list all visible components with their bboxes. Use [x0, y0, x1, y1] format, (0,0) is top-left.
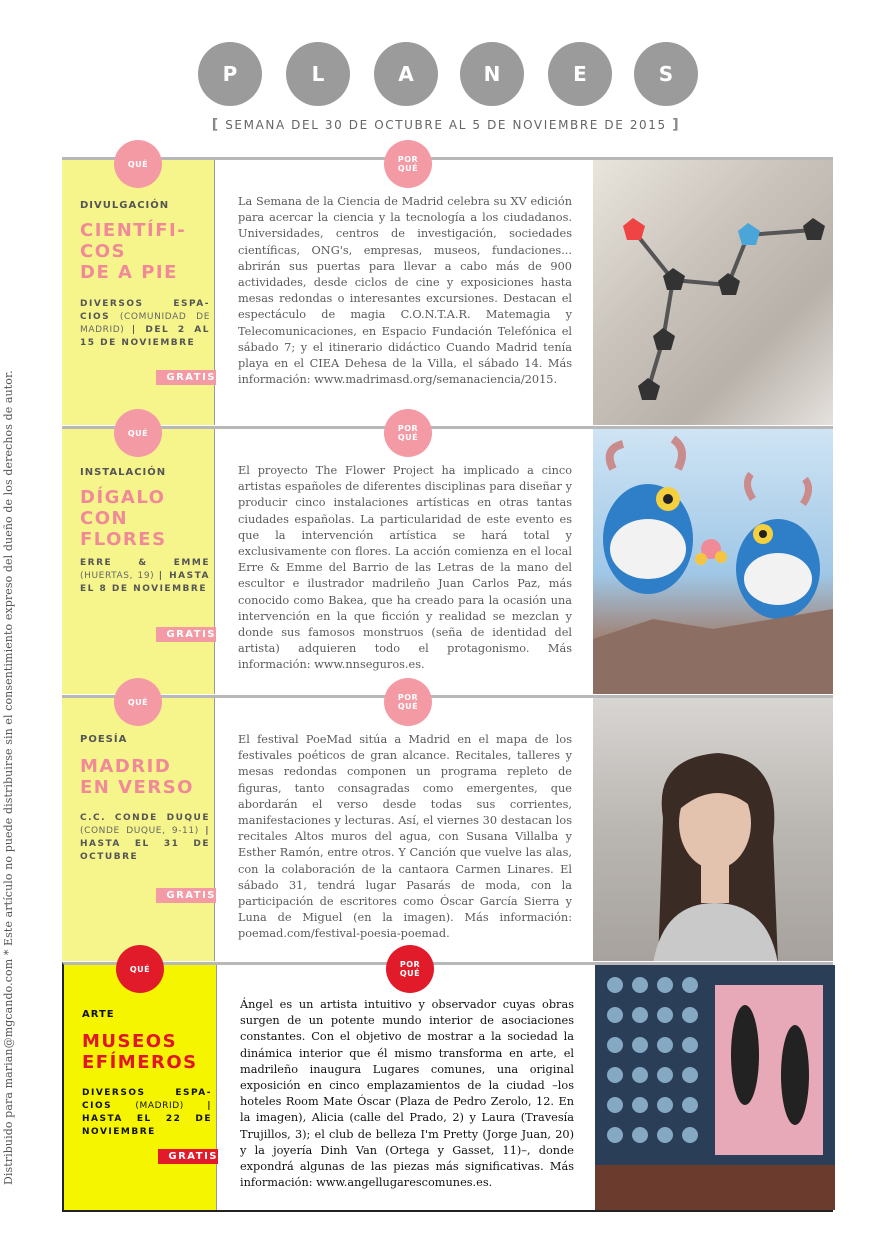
headline-line: EN VERSO — [80, 777, 194, 798]
badge-line: POR — [399, 960, 421, 969]
monsters-illustration — [593, 429, 833, 694]
headline-line: MADRID — [80, 756, 172, 777]
molecule-illustration — [593, 160, 833, 425]
week-text: SEMANA DEL 30 DE OCTUBRE AL 5 DE NOVIEMBRE DE 2015 — [225, 118, 667, 132]
porque-badge — [386, 945, 434, 993]
event-info-panel — [62, 698, 215, 961]
event-image — [595, 965, 835, 1210]
porque-badge — [384, 678, 432, 726]
event-row — [62, 426, 833, 694]
event-category: DIVULGACIÓN — [80, 200, 170, 211]
event-headline — [80, 487, 210, 550]
event-date: | HASTA EL 8 DE NOVIEMBRE — [80, 571, 210, 594]
event-description-panel — [218, 965, 595, 1210]
event-info-panel — [62, 160, 215, 425]
event-headline — [80, 220, 210, 283]
art-installation-photo — [595, 965, 835, 1210]
event-date: | HASTA EL 22 DE NOVIEMBRE — [82, 1101, 212, 1137]
badge-line: QUÉ — [397, 433, 419, 442]
headline-line: CIENTÍFI- — [80, 220, 187, 241]
que-badge: QUÉ — [114, 409, 162, 457]
que-badge: QUÉ — [114, 140, 162, 188]
event-venue: DIVERSOS ESPA-CIOS — [82, 1088, 212, 1111]
event-meta — [82, 1087, 212, 1139]
event-row — [62, 157, 833, 425]
headline-line: DE A PIE — [80, 262, 178, 283]
badge-line: POR — [397, 424, 419, 433]
porque-badge — [384, 409, 432, 457]
event-date: | DEL 2 AL 15 DE NOVIEMBRE — [80, 325, 210, 348]
headline-line: CON — [80, 508, 129, 529]
headline-line: MUSEOS — [82, 1031, 178, 1052]
event-meta — [80, 812, 210, 864]
event-image — [593, 698, 833, 961]
event-description: La Semana de la Ciencia de Madrid celebra su XV edición para acercar la ciencia y la tecnología a los ciudadanos. Universidades, centros de investigación, sociedades científicas, ONG's, empresas, museos, fundaciones... abrirán sus puertas para llevar a cabo más de 900 actividades, desde ciclos de cine y exposiciones hasta mesas redondas o interesantes excursiones. Destacan el espectáculo de magia C.O.N.T.A.R. Matemagia y Telecomunicaciones, en Espacio Fundación Telefónica el sábado 7; y el itinerario didáctico Cuando Madrid tenía playa en el CIEA Dehesa de la Villa, el sábado 14. Más información: www.madrimasd.org/semanaciencia/2015. — [238, 195, 572, 387]
event-venue-detail: (HUERTAS, 19) — [80, 571, 155, 581]
title-letter-s: S — [634, 42, 698, 106]
price-tag: GRATIS — [156, 627, 224, 642]
title-letter-a: A — [374, 42, 438, 106]
page-title — [198, 42, 698, 106]
event-description: El proyecto The Flower Project ha implicado a cinco artistas españoles de diferentes disciplinas para diseñar y producir cinco instalaciones artísticas en otras tantas ciudades españolas. La particularidad de este evento es que la intervención artística se hará total y exclusivamente con flores. La acción comienza en el local Erre & Emme del Barrio de las Letras de la mano del escultor e ilustrador madrileño Juan Carlos Paz, más conocido como Bakea, que ha creado para la ocasión una intervención en la que ficción y realidad se mezclan y donde sus famosos monstruos (seña de identidad del artista) adquieren todo el protagonismo. Más información: www.nnseguros.es. — [238, 464, 572, 672]
week-range — [0, 117, 892, 133]
event-venue-detail: (MADRID) — [135, 1101, 184, 1111]
event-image — [593, 160, 833, 425]
event-category: POESÍA — [80, 734, 128, 745]
event-row — [62, 695, 833, 961]
portrait-illustration — [593, 698, 833, 961]
price-tag: GRATIS — [156, 888, 224, 903]
week-bracket-close: ] — [672, 117, 681, 133]
event-venue-detail: (COMUNIDAD DE MADRID) — [80, 312, 210, 335]
price-tag: GRATIS — [158, 1149, 226, 1164]
event-info-panel — [62, 429, 215, 694]
title-letter-l: L — [286, 42, 350, 106]
headline-line: EFÍMEROS — [82, 1052, 198, 1073]
copyright-note: Distribuido para marian@mgcando.com * Este artículo no puede distribuirse sin el consentimiento expreso del dueño de los derechos de autor. — [2, 370, 15, 1185]
event-headline — [82, 1031, 212, 1073]
event-description: Ángel es un artista intuitivo y observador cuyas obras surgen de un potente mundo interior de asociaciones constantes. Con el objetivo de mostrar a la sociedad la dinámica interior que él mismo transforma en arte, el madrileño inaugura Lugares comunes, una original exposición en cinco emplazamientos de la ciudad –los hoteles Room Mate Óscar (Plaza de Pedro Zerolo, 12. En la imagen), Alicia (calle del Prado, 2) y Laura (Travesía Trujillos, 3); el club de belleza I'm Pretty (Jorge Juan, 20) y la joyería Dinh Van (Ortega y Gasset, 11)–, donde expondrá algunas de las piezas más significativas. Más información: www.angellugarescomunes.es. — [240, 998, 574, 1190]
que-badge: QUÉ — [116, 945, 164, 993]
event-venue-detail: (CONDE DUQUE, 9-11) — [80, 826, 199, 836]
badge-line: QUÉ — [397, 164, 419, 173]
event-venue: ERRE & EMME — [80, 558, 210, 568]
event-venue: C.C. CONDE DUQUE — [80, 813, 210, 823]
portrait-photo — [593, 698, 833, 961]
event-venue: DIVERSOS ESPA-CIOS — [80, 299, 210, 322]
event-date: | HASTA EL 31 DE OCTUBRE — [80, 826, 210, 862]
installation-illustration — [595, 965, 835, 1210]
que-badge: QUÉ — [114, 678, 162, 726]
event-row — [62, 962, 833, 1212]
event-image — [593, 429, 833, 694]
event-meta — [80, 298, 210, 350]
headline-line: FLORES — [80, 529, 167, 550]
badge-line: QUÉ — [397, 702, 419, 711]
event-description-panel — [216, 429, 593, 694]
event-meta — [80, 557, 210, 596]
porque-badge — [384, 140, 432, 188]
title-letter-n: N — [460, 42, 524, 106]
event-category: INSTALACIÓN — [80, 467, 167, 478]
event-description-panel — [216, 698, 593, 961]
headline-line: COS — [80, 241, 126, 262]
event-category: ARTE — [82, 1009, 115, 1020]
title-letter-e: E — [548, 42, 612, 106]
headline-line: DÍGALO — [80, 487, 166, 508]
price-tag: GRATIS — [156, 370, 224, 385]
week-bracket-open: [ — [211, 117, 220, 133]
event-description-panel — [216, 160, 593, 425]
molecule-model-photo — [593, 160, 833, 425]
monsters-flowers-photo — [593, 429, 833, 694]
event-description: El festival PoeMad sitúa a Madrid en el mapa de los festivales poéticos de gran alcance. Recitales, talleres y mesas redondas componen un programa repleto de figuras, tanto consagradas como emergentes, que abordarán el verso desde todas sus corrientes, manifestaciones y lecturas. Así, el viernes 30 destacan los recitales Altos muros del agua, con Susana Villalba y Esther Ramón, entre otros. Y Canción que vuelve las alas, con la colaboración de la cantaora Carmen Linares. El sábado 31, tendrá lugar Pasarás de moda, con la participación de escritores como Óscar García Sierra y Luna de Miguel (en la imagen). Más información: poemad.com/festival-poesia-poemad. — [238, 733, 572, 941]
badge-line: POR — [397, 693, 419, 702]
event-info-panel — [64, 965, 217, 1210]
event-headline — [80, 756, 210, 798]
badge-line: POR — [397, 155, 419, 164]
badge-line: QUÉ — [399, 969, 421, 978]
title-letter-p: P — [198, 42, 262, 106]
